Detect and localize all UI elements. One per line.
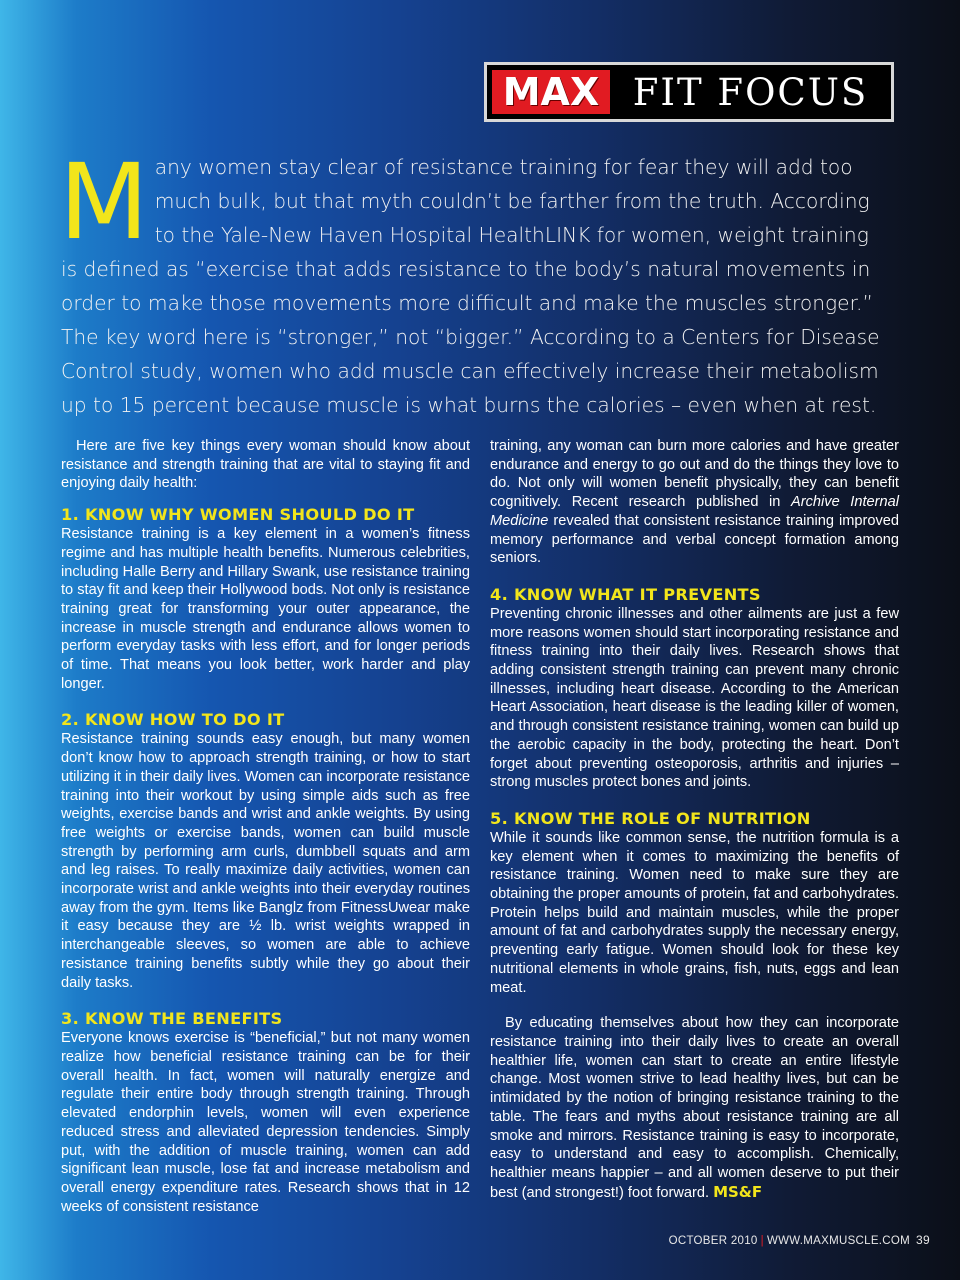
- section-heading-5: 5. KNOW THE ROLE OF NUTRITION: [490, 808, 811, 828]
- article-column-right: [490, 437, 899, 1202]
- lead-paragraph: [59, 141, 891, 422]
- signoff-logo: MS&F: [713, 1182, 763, 1201]
- page-number: 39: [916, 1233, 930, 1247]
- conclusion-text: By educating themselves about how they can incorporate resistance training into their daily lives to create an overall healthier life, women can start to create an entire lifestyle change. Most women strive to lead healthy lives, but can be intimidated by the notion of bringing resistance training to the table. The fears and myths about resistance training are all smoke and mirrors. Resistance training is easy to incorporate, easy to understand and easy to accomplish. Chemically, healthier means happier – and all women deserve to put their best (and strongest!) foot forward.: [490, 1015, 899, 1201]
- issue-date: OCTOBER 2010: [668, 1235, 758, 1247]
- section-body-5: While it sounds like common sense, the nutrition formula is a key element when it comes to maximizing the benefits of resistance training. Women need to make sure they are obtaining the proper amounts of protein, fat and carbohydrates. Protein helps build and maintain muscles, while the proper amount of fat and carbohydrates supply the necessary energy, preventing early fatigue. Women should look for these key nutritional elements in whole grains, fish, nuts, eggs and lean meat.: [490, 829, 899, 996]
- section-body-1: Resistance training is a key element in a women’s fitness regime and has multiple health benefits. Numerous celebrities, including Halle Berry and Hillary Swank, use resistance training to stay fit and keep their Hollywood bods. Not only is resistance training great for transforming your outer appearance, the increase in muscle strength and endurance allows women to perform everyday tasks with less effort, and for longer periods of time. That means you look better, work harder and play longer.: [61, 526, 470, 692]
- continued-text-end: revealed that consistent resistance training improved memory performance and verbal concept formation among seniors.: [490, 512, 899, 567]
- page-footer: [669, 1233, 930, 1247]
- section-title: FIT FOCUS: [632, 70, 869, 114]
- article-column-left: [61, 437, 470, 1216]
- section-body-3: Everyone knows exercise is “beneficial,” but not many women realize how beneficial resistance training can be for their overall health. In fact, women will naturally energize and regulate their entire body through strength training. Through elevated endorphin levels, women will even experience reduced stress and alleviated depression tendencies. Simply put, with the addition of muscle training, women can add significant lean muscle, lose fat and increase metabolism and overall energy expenditure rates. Research shows that in 12 weeks of consistent resistance: [61, 1030, 470, 1215]
- section-heading-2: 2. KNOW HOW TO DO IT: [61, 710, 285, 730]
- section-body-4: Preventing chronic illnesses and other ailments are just a few more reasons women should start incorporating resistance and fitness training into their daily lives. Research shows that adding consistent strength training can prevent many chronic illnesses, including heart disease. According to the American Heart Association, heart disease is the leading killer of women, and through consistent resistance training, women can build up the aerobic capacity in the body, protecting the heart. Don’t forget about preventing osteoporosis, arthritis and injuries – strong muscles protect bones and joints.: [490, 605, 899, 791]
- continued-text: training, any woman can burn more calories and have greater endurance and energy to go out and do the things they love to do. Not only will women benefit physically, they can benefit cognitively. Recent research published in: [490, 438, 899, 511]
- website-url: WWW.MAXMUSCLE.COM: [766, 1235, 911, 1247]
- journal-title: Archive Internal Medicine: [490, 494, 899, 529]
- brand-logo: MAX: [492, 70, 610, 114]
- section-body-3-continued: [490, 437, 899, 568]
- section-badge: [484, 62, 894, 122]
- intro-paragraph: Here are five key things every woman should know about resistance and strength training that are vital to staying fit and enjoying daily health:: [61, 438, 470, 492]
- conclusion-paragraph: [490, 1014, 899, 1202]
- drop-cap: M: [59, 141, 149, 263]
- section-heading-3: 3. KNOW THE BENEFITS: [61, 1009, 283, 1029]
- section-heading-4: 4. KNOW WHAT IT PREVENTS: [490, 584, 761, 604]
- section-body-2: Resistance training sounds easy enough, but many women don’t know how to approach strength training, or how to start utilizing it in their daily lives. Women can incorporate resistance training into their workout by using simple aids such as free weights, exercise bands and wrist and ankle weights. By using free weights or exercise bands, women can build muscle strength by performing arm curls, dumbbell squats and arm and leg raises. To really maximize daily activities, women can incorporate wrist and ankle weights into their everyday routines away from the gym. Items like Banglz from FitnessUwear make it easy because they are ½ lb. wrist weights wrapped in interchangeable sleeves, so women are able to achieve resistance training benefits subtly while they go about their daily tasks.: [61, 731, 470, 991]
- section-heading-1: 1. KNOW WHY WOMEN SHOULD DO IT: [61, 505, 415, 525]
- lead-text: any women stay clear of resistance training for fear they will add too much bulk, but that myth couldn’t be farther from the truth. According to the Yale-New Haven Hospital HealthLINK for women, weight training is defined as “exercise that adds resistance to the body’s natural movements in order to make those movements more difficult and make the muscles stronger.” The key word here is “stronger,” not “bigger.” According to a Centers for Disease Control study, women who add muscle can effectively increase their metabolism up to 15 percent because muscle is what burns the calories – even when at rest.: [61, 155, 880, 417]
- footer-separator: |: [760, 1235, 764, 1247]
